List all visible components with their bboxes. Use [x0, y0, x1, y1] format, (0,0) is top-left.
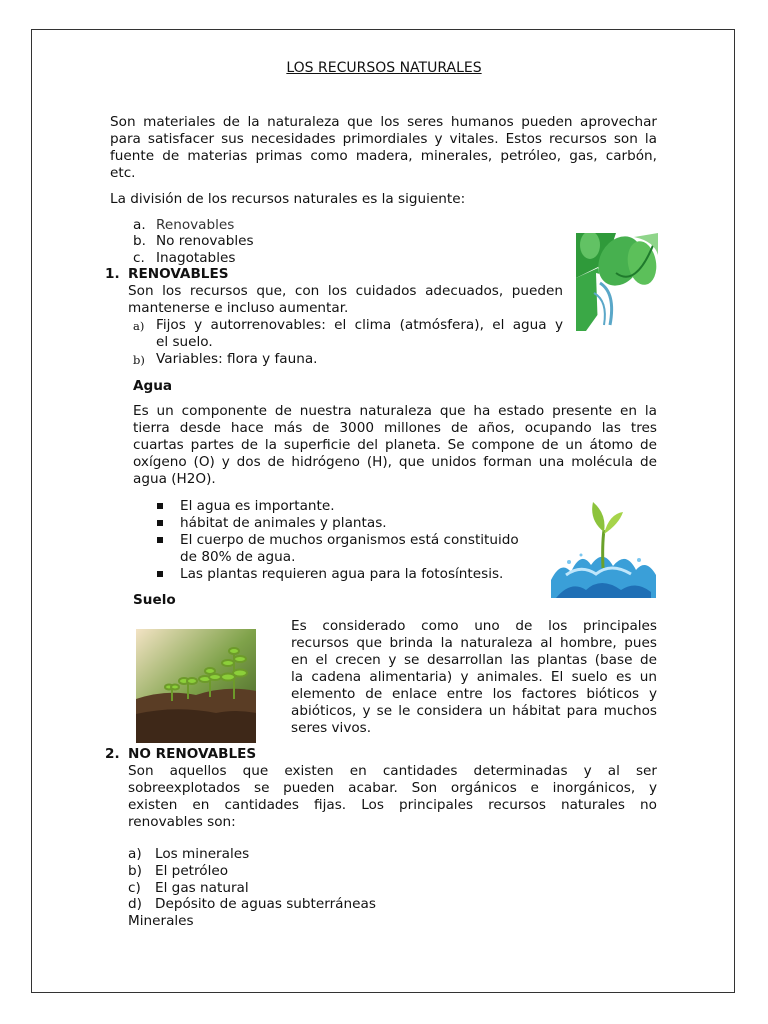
section-2-desc-line-1: Son aquellos que existen en cantidades determinadas y al ser — [128, 763, 657, 779]
suelo-line-4: la cadena alimentaria) y animales. El suelo es un — [291, 669, 657, 685]
section-2-trailing-text: Minerales — [128, 913, 194, 929]
suelo-line-7: seres vivos. — [291, 720, 372, 736]
suelo-line-5: elemento de enlace entre los factores bióticos y — [291, 686, 657, 702]
division-marker-a: a. — [133, 217, 146, 233]
agua-line-1: Es un componente de nuestra naturaleza que ha estado presente en la — [133, 403, 657, 419]
document-title: LOS RECURSOS NATURALES — [286, 60, 482, 76]
section-2-marker-c: c) — [128, 880, 141, 896]
section-2-desc-line-4: renovables son: — [128, 814, 236, 830]
division-marker-c: c. — [133, 250, 145, 266]
division-item-renovables: Renovables — [156, 217, 235, 233]
intro-line-1: Son materiales de la naturaleza que los seres humanos pueden aprovechar — [110, 114, 657, 130]
section-2-marker-a: a) — [128, 846, 142, 862]
agua-heading: Agua — [133, 378, 173, 394]
division-item-inagotables: Inagotables — [156, 250, 236, 266]
section-2-desc-line-2: sobreexplotados se pueden acabar. Son orgánicos e inorgánicos, y — [128, 780, 657, 796]
section-2-item-petroleo: El petróleo — [155, 863, 229, 879]
section-1-sub-marker-b: b) — [133, 353, 145, 367]
agua-bullet-4: Las plantas requieren agua para la fotosíntesis. — [180, 566, 504, 582]
agua-line-5: agua (H2O). — [133, 471, 216, 487]
agua-line-4: oxígeno (O) y dos de hidrógeno (H), que unidos forman una molécula de — [133, 454, 657, 470]
agua-line-3: cuartas partes de la superficie del planeta. Se compone de un átomo de — [133, 437, 657, 453]
section-2-number: 2. — [105, 746, 120, 762]
section-1-sub-b-line-1: Variables: flora y fauna. — [156, 351, 318, 367]
suelo-heading: Suelo — [133, 592, 176, 608]
section-2-item-minerales: Los minerales — [155, 846, 250, 862]
bullet-icon — [157, 498, 163, 515]
leaves-image — [576, 233, 658, 331]
suelo-line-3: en el crecen y se desarrollan las plantas (base de — [291, 652, 657, 668]
water-sprout-image — [551, 500, 656, 598]
section-1-number: 1. — [105, 266, 120, 282]
section-1-heading: RENOVABLES — [128, 266, 229, 282]
agua-line-2: tierra desde hace más de 3000 millones de años, ocupando las tres — [133, 420, 657, 436]
soil-sprouts-image — [136, 629, 256, 743]
section-2-marker-b: b) — [128, 863, 142, 879]
section-1-sub-a-line-2: el suelo. — [156, 334, 213, 350]
intro-line-2: para satisfacer sus necesidades primordiales y vitales. Estos recursos son la — [110, 131, 657, 147]
section-2-desc-line-3: existen en cantidades fijas. Los principales recursos naturales no — [128, 797, 657, 813]
division-item-no-renovables: No renovables — [156, 233, 254, 249]
suelo-line-6: abióticos, y se le considera un hábitat para muchos — [291, 703, 657, 719]
section-2-item-gas-natural: El gas natural — [155, 880, 249, 896]
intro-line-4: etc. — [110, 165, 136, 181]
bullet-icon — [157, 515, 163, 532]
suelo-line-2: recursos que brinda la naturaleza al hombre, pues — [291, 635, 657, 651]
agua-bullet-2: hábitat de animales y plantas. — [180, 515, 387, 531]
agua-bullet-3-line-1: El cuerpo de muchos organismos está constituido — [180, 532, 519, 548]
section-2-heading: NO RENOVABLES — [128, 746, 257, 762]
division-marker-b: b. — [133, 233, 146, 249]
section-1-sub-marker-a: a) — [133, 319, 145, 333]
section-1-sub-a-line-1: Fijos y autorrenovables: el clima (atmósfera), el agua y — [156, 317, 563, 333]
bullet-icon — [157, 532, 163, 549]
section-2-marker-d: d) — [128, 896, 142, 912]
suelo-line-1: Es considerado como uno de los principales — [291, 618, 657, 634]
section-1-desc-line-1: Son los recursos que, con los cuidados adecuados, pueden — [128, 283, 563, 299]
intro-line-3: fuente de materias primas como madera, minerales, petróleo, gas, carbón, — [110, 148, 657, 164]
division-text: La división de los recursos naturales es la siguiente: — [110, 191, 466, 207]
agua-bullet-1: El agua es importante. — [180, 498, 335, 514]
section-1-desc-line-2: mantenerse e incluso aumentar. — [128, 300, 349, 316]
agua-bullet-3-line-2: de 80% de agua. — [180, 549, 296, 565]
bullet-icon — [157, 566, 163, 583]
section-2-item-aguas-subterraneas: Depósito de aguas subterráneas — [155, 896, 376, 912]
